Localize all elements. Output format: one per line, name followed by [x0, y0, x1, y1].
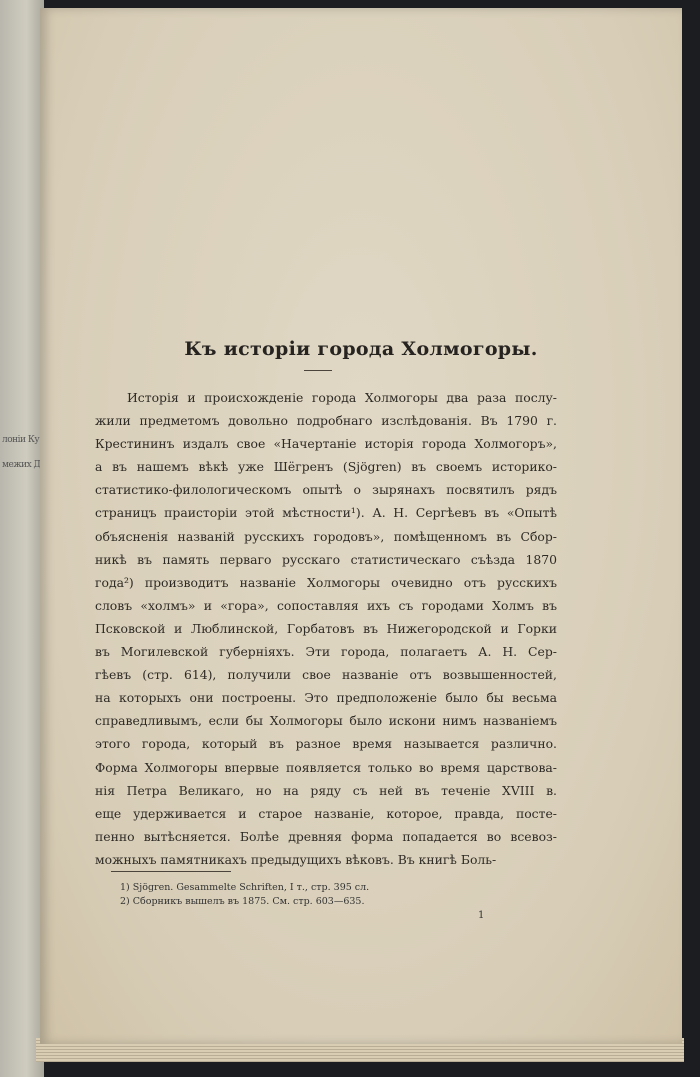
left-page-edge: [0, 0, 44, 1077]
text-line: года²) производитъ названіе Холмогоры очевидно отъ русскихъ: [95, 574, 557, 590]
text-line: статистико-филологическомъ опытѣ о зырянахъ посвятилъ рядъ: [95, 482, 557, 498]
book-page: [40, 8, 682, 1044]
text-line: пенно вытѣсняется. Болѣе древняя форма попадается во всевоз-: [95, 828, 557, 844]
footnote: 1) Sjögren. Gesammelte Schriften, I т., стр. 395 сл.: [120, 882, 370, 893]
text-line: гѣевъ (стр. 614), получили свое названіе отъ возвышенностей,: [95, 667, 557, 683]
text-line: Псковской и Люблинской, Горбатовъ въ Нижегородской и Горки: [95, 620, 557, 636]
main-paragraph: [95, 386, 557, 871]
footnote: 2) Сборникъ вышелъ въ 1875. См. стр. 603—635.: [120, 896, 365, 907]
text-line: справедливымъ, если бы Холмогоры было искони нимъ названіемъ: [95, 713, 557, 729]
left-page-fragment: межих Д: [2, 460, 41, 470]
title-rule: [304, 370, 332, 371]
footnote-rule: [111, 871, 231, 872]
text-line: никѣ въ память перваго русскаго статистическаго съѣзда 1870: [95, 551, 557, 567]
text-line: а въ нашемъ вѣкѣ уже Шёгренъ (Sjögren) въ своемъ историко-: [95, 459, 557, 475]
text-line: еще удерживается и старое названіе, которое, правда, посте-: [95, 805, 557, 821]
page-number: 1: [478, 910, 485, 921]
text-line: можныхъ памятникахъ предыдущихъ вѣковъ. Въ книгѣ Боль-: [95, 851, 497, 867]
text-line: нія Петра Великаго, но на ряду съ ней въ теченіе XVIII в.: [95, 782, 557, 798]
text-line: Форма Холмогоры впервые появляется только во время царствова-: [95, 759, 557, 775]
text-line: словъ «холмъ» и «гора», сопоставляя ихъ съ городами Холмъ въ: [95, 597, 557, 613]
text-line: объясненія названій русскихъ городовъ», помѣщенномъ въ Сбор-: [95, 528, 557, 544]
text-line: страницъ праисторіи этой мѣстности¹). А. Н. Сергѣевъ въ «Опытѣ: [95, 505, 557, 521]
page-title: Къ исторіи города Холмогоры.: [184, 338, 538, 360]
text-line: этого города, который въ разное время называется различно.: [95, 736, 557, 752]
footnotes: [120, 881, 369, 909]
text-line: жили предметомъ довольно подробнаго изслѣдованія. Въ 1790 г.: [95, 413, 557, 429]
text-line: Исторія и происхожденіе города Холмогоры два раза послу-: [127, 390, 557, 405]
left-page-fragment: лоніи Ку: [2, 435, 40, 445]
text-line: Крестининъ издалъ свое «Начертаніе исторія города Холмогоръ»,: [95, 436, 557, 452]
text-line: въ Могилевской губерніяхъ. Эти города, полагаетъ А. Н. Сер-: [95, 644, 557, 660]
text-line: на которыхъ они построены. Это предположеніе было бы весьма: [95, 690, 557, 706]
